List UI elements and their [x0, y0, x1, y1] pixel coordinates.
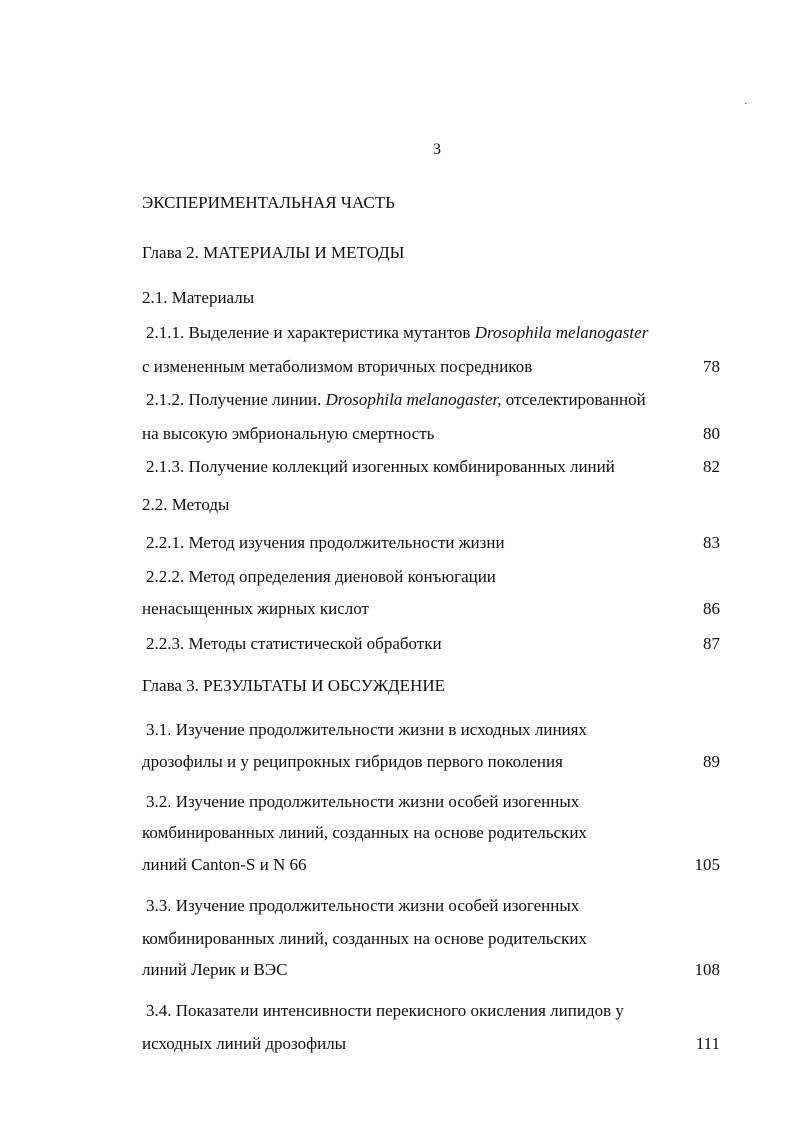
page-ref: 78 [703, 357, 720, 376]
toc-entry-3-3-cont2: линий Лерик и ВЭС [142, 960, 288, 979]
page-ref: 89 [703, 752, 720, 771]
species-name: Drosophila melanogaster, [325, 390, 502, 409]
toc-entry-2-2-3: 2.2.3. Методы статистической обработки [146, 634, 442, 653]
page-ref: 105 [694, 855, 720, 874]
page-ref: 80 [703, 424, 720, 443]
species-name: Drosophila melanogaster [474, 323, 649, 342]
section-title: ЭКСПЕРИМЕНТАЛЬНАЯ ЧАСТЬ [142, 193, 395, 212]
toc-entry-2-2-1: 2.2.1. Метод изучения продолжительности жизни [146, 533, 505, 552]
toc-entry-3-1: 3.1. Изучение продолжительности жизни в исходных линиях [146, 720, 587, 739]
page-ref: 87 [703, 634, 720, 653]
scan-speck [745, 103, 747, 104]
toc-entry-2-2-2-cont: ненасыщенных жирных кислот [142, 599, 369, 618]
toc-entry-3-4-cont: исходных линий дрозофилы [142, 1034, 347, 1053]
entry-text-end: отселектированной [501, 390, 646, 409]
section-2-1-heading: 2.1. Материалы [142, 288, 255, 307]
toc-entry-2-1-2 [146, 389, 646, 411]
section-2-2-heading: 2.2. Методы [142, 495, 230, 514]
page-ref: 83 [703, 533, 720, 552]
page-ref: 86 [703, 599, 720, 618]
toc-entry-3-1-cont: дрозофилы и у реципрокных гибридов первого поколения [142, 752, 563, 771]
toc-entry-2-2-2: 2.2.2. Метод определения диеновой конъюгации [146, 567, 496, 586]
page-ref: 82 [703, 457, 720, 476]
page-number: 3 [433, 141, 441, 158]
entry-text: 2.1.1. Выделение и характеристика мутантов [146, 323, 475, 342]
toc-entry-2-1-2-cont: на высокую эмбриональную смертность [142, 424, 435, 443]
page-ref: 111 [695, 1034, 720, 1053]
toc-entry-3-3: 3.3. Изучение продолжительности жизни особей изогенных [146, 896, 580, 915]
toc-entry-3-3-cont: комбинированных линий, созданных на основе родительских [142, 929, 587, 948]
toc-entry-3-4: 3.4. Показатели интенсивности перекисного окисления липидов у [146, 1001, 624, 1020]
chapter-2-heading: Глава 2. МАТЕРИАЛЫ И МЕТОДЫ [142, 243, 405, 262]
page-ref: 108 [694, 960, 720, 979]
toc-entry-2-1-1 [146, 322, 648, 344]
toc-entry-2-1-3: 2.1.3. Получение коллекций изогенных комбинированных линий [146, 457, 615, 476]
chapter-3-heading: Глава 3. РЕЗУЛЬТАТЫ И ОБСУЖДЕНИЕ [142, 676, 445, 695]
toc-entry-2-1-1-cont: с измененным метаболизмом вторичных посредников [142, 357, 533, 376]
toc-entry-3-2-cont2: линий Canton-S и N 66 [142, 855, 307, 874]
entry-text: 2.1.2. Получение линии. [146, 390, 326, 409]
toc-entry-3-2: 3.2. Изучение продолжительности жизни особей изогенных [146, 792, 580, 811]
toc-entry-3-2-cont: комбинированных линий, созданных на основе родительских [142, 823, 587, 842]
